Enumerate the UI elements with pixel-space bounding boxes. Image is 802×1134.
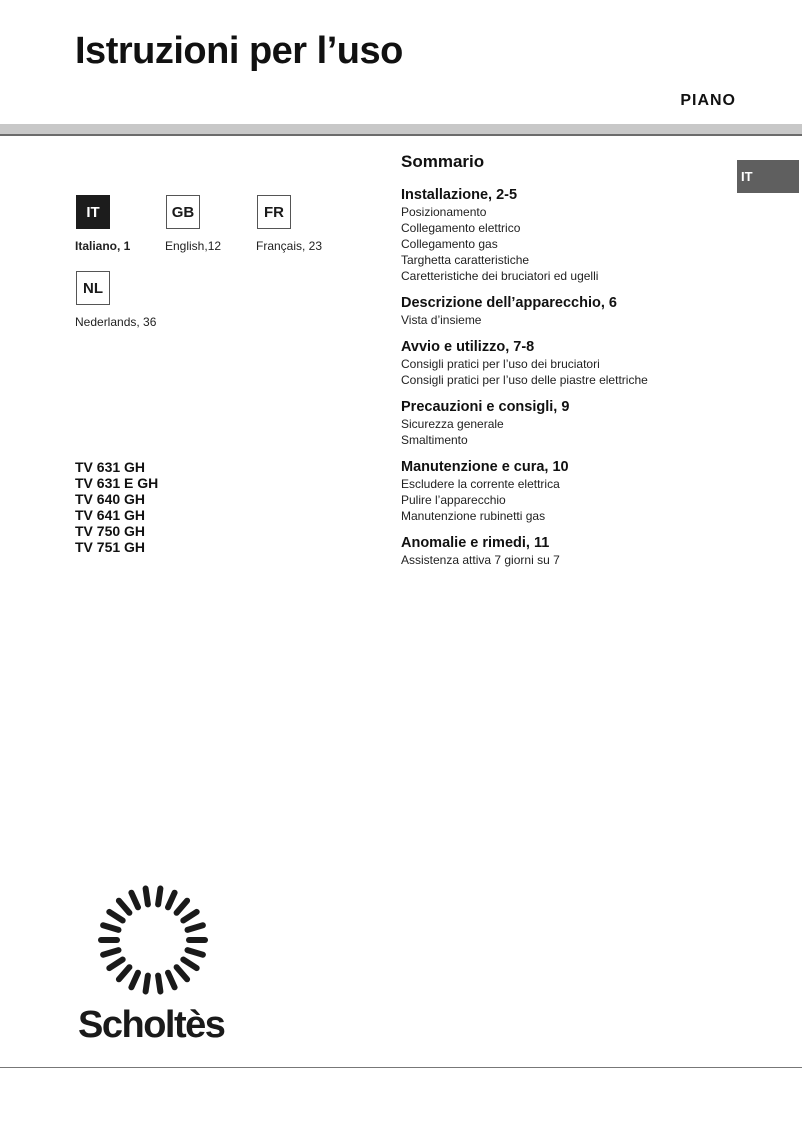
toc-section-precauzioni [401,398,731,448]
brand-name: Scholtès [78,1004,225,1046]
toc-item: Collegamento gas [401,237,498,251]
toc-item: Posizionamento [401,205,487,219]
toc-section-installazione [401,186,731,284]
sunburst-ray [119,901,129,913]
toc-item: Consigli pratici per l’uso delle piastre elettriche [401,373,648,387]
toc-section-manutenzione [401,458,731,524]
lang-gb-box[interactable]: GB [166,195,200,229]
page-title: Istruzioni per l’uso [75,30,403,72]
sunburst-ray [109,912,122,921]
product-type: PIANO [680,92,736,109]
toc-section-descrizione [401,294,731,328]
lang-it-label[interactable]: Italiano, 1 [75,239,131,253]
toc-item: Pulire l’apparecchio [401,493,506,507]
lang-nl-label[interactable]: Nederlands, 36 [75,315,157,329]
footer-divider [0,1067,802,1068]
model-item: TV 751 GH [75,539,146,555]
header-band [0,124,802,134]
toc-item: Assistenza attiva 7 giorni su 7 [401,553,560,567]
sunburst-ray [146,889,148,905]
sunburst-ray [103,925,118,930]
sunburst-ray [103,950,118,955]
lang-fr-label[interactable]: Français, 23 [256,239,323,253]
sunburst-ray [177,967,188,979]
toc-item: Manutenzione rubinetti gas [401,509,546,523]
lang-nl-box[interactable]: NL [76,271,110,305]
sunburst-ray [168,893,175,908]
toc-item: Targhetta caratteristiche [401,253,530,267]
model-item: TV 631 E GH [75,475,159,491]
sunburst-ray [158,976,160,992]
toc-heading[interactable]: Anomalie e rimedi, 11 [401,535,550,551]
sunburst-ray [146,976,148,992]
sunburst-ray [119,967,129,979]
model-list [75,459,158,555]
sunburst-ray [183,912,196,921]
lang-gb-label[interactable]: English,12 [165,239,222,253]
lang-fr-box[interactable]: FR [257,195,291,229]
toc-section-anomalie [401,534,731,568]
lang-it-box[interactable]: IT [76,195,110,229]
sunburst-ray [131,893,138,908]
toc-section-avvio [401,338,731,388]
toc-item: Escludere la corrente elettrica [401,477,560,491]
toc-heading[interactable]: Installazione, 2-5 [401,187,518,203]
model-item: TV 631 GH [75,459,146,475]
toc-item: Consigli pratici per l’uso dei bruciatori [401,357,600,371]
sunburst-ray [188,950,203,955]
toc-heading[interactable]: Descrizione dell’apparecchio, 6 [401,295,617,311]
header-divider [0,134,802,136]
sunburst-svg [78,885,228,997]
model-item: TV 640 GH [75,491,146,507]
toc-item: Smaltimento [401,433,468,447]
sunburst-ray [109,960,122,969]
sunburst-ray [188,925,203,930]
sunburst-ray [168,973,175,988]
toc-heading[interactable]: Precauzioni e consigli, 9 [401,399,570,415]
model-item: TV 750 GH [75,523,146,539]
toc-heading[interactable]: Avvio e utilizzo, 7-8 [401,339,535,355]
sunburst-ray [131,973,138,988]
language-side-tab: IT [737,160,799,193]
sunburst-ray [183,960,196,969]
sunburst-ray [158,889,160,905]
toc-item: Collegamento elettrico [401,221,521,235]
sunburst-ray [177,901,188,913]
toc-item: Caretteristiche dei bruciatori ed ugelli [401,269,599,283]
toc-heading[interactable]: Manutenzione e cura, 10 [401,459,569,475]
table-of-contents [401,186,731,578]
sun-burst-logo-icon [78,885,228,997]
toc-item: Vista d’insieme [401,313,482,327]
toc-title: Sommario [401,152,485,171]
toc-item: Sicurezza generale [401,417,504,431]
model-item: TV 641 GH [75,507,146,523]
